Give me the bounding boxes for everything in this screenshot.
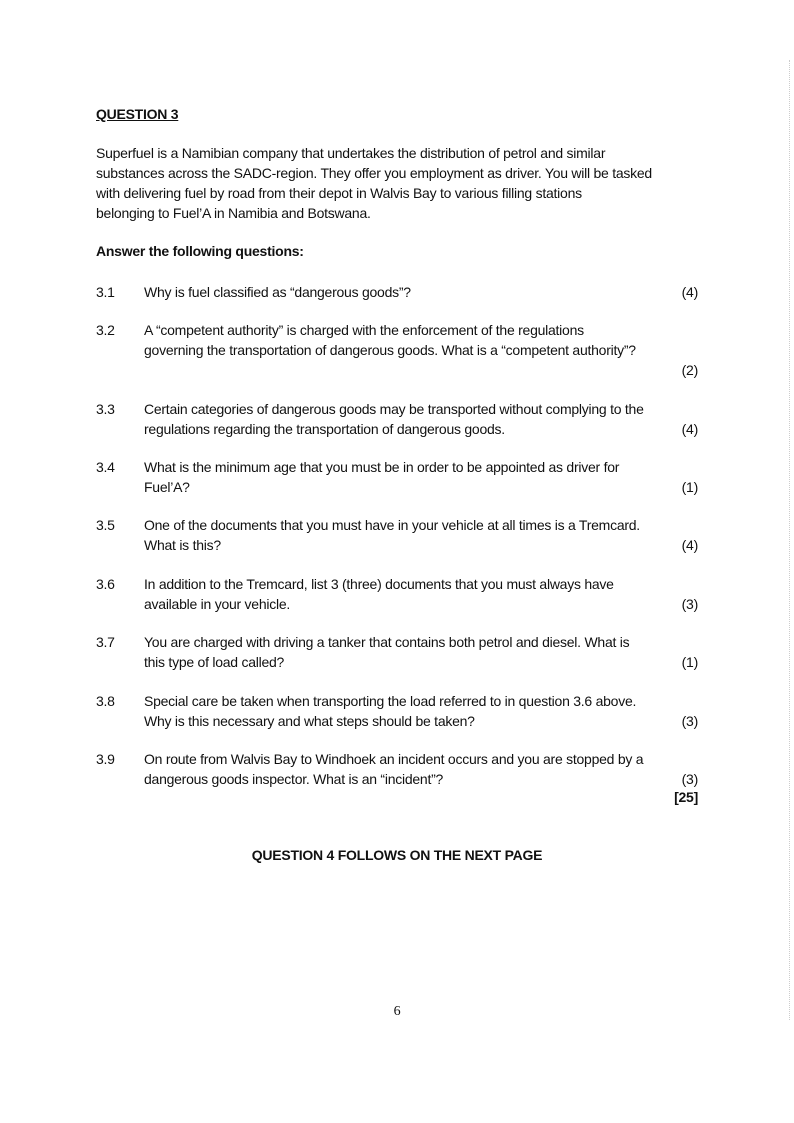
question-marks: (3) [681,596,698,612]
question-item [96,749,698,789]
question-text-line [144,535,698,555]
follows-note: QUESTION 4 FOLLOWS ON THE NEXT PAGE [251,847,543,863]
question-text-line [144,515,698,535]
question-item [96,282,698,302]
question-number: 3.9 [96,751,115,767]
question-number: 3.5 [96,517,115,533]
question-marks: (4) [681,537,698,553]
question-text: You are charged with driving a tanker that contains both petrol and diesel. What is [144,634,630,650]
intro-line: substances across the SADC-region. They offer you employment as driver. You will be tasked [96,165,652,181]
intro-line: with delivering fuel by road from their depot in Walvis Bay to various filling stations [96,185,582,201]
question-number: 3.3 [96,401,115,417]
question-item [96,320,698,380]
question-text-line [144,419,698,439]
intro-paragraph [96,143,706,223]
question-marks: (3) [681,771,698,787]
question-item [96,632,698,672]
question-text-line [144,711,698,731]
question-text: What is this? [144,537,221,553]
question-heading: QUESTION 3 [96,106,179,122]
total-marks: [25] [674,789,698,805]
question-number: 3.1 [96,284,115,300]
question-item [96,515,698,555]
question-marks: (3) [681,713,698,729]
question-text: A “competent authority” is charged with the enforcement of the regulations [144,322,584,338]
question-text: In addition to the Tremcard, list 3 (three) documents that you must always have [144,576,614,592]
question-text: regulations regarding the transportation of dangerous goods. [144,421,505,437]
question-text: governing the transportation of dangerous goods. What is a “competent authority”? [144,342,636,358]
question-text-line [144,749,698,769]
question-text-line [144,457,698,477]
question-text: What is the minimum age that you must be in order to be appointed as driver for [144,459,620,475]
question-text: dangerous goods inspector. What is an “incident”? [144,771,444,787]
question-marks: (4) [681,284,698,300]
question-text: Certain categories of dangerous goods may be transported without complying to the [144,401,644,417]
question-number: 3.4 [96,459,115,475]
question-marks: (1) [681,654,698,670]
question-item [96,399,698,439]
question-text-line [144,691,698,711]
question-text: Why is this necessary and what steps should be taken? [144,713,475,729]
question-text-line [144,574,698,594]
question-text: On route from Walvis Bay to Windhoek an incident occurs and you are stopped by a [144,751,644,767]
question-text-line [144,282,698,302]
intro-line: belonging to Fuel’A in Namibia and Botswana. [96,205,371,221]
page-number: 6 [393,1004,401,1019]
question-text-line [144,340,698,360]
intro-line: Superfuel is a Namibian company that undertakes the distribution of petrol and similar [96,145,606,161]
question-number: 3.2 [96,322,115,338]
question-text-line [144,320,698,340]
question-text: Fuel’A? [144,479,190,495]
question-marks: (1) [681,479,698,495]
scan-edge [788,60,790,1020]
question-text-line [144,652,698,672]
question-number: 3.7 [96,634,115,650]
question-number: 3.6 [96,576,115,592]
question-text: Special care be taken when transporting the load referred to in question 3.6 above. [144,693,637,709]
question-text: One of the documents that you must have in your vehicle at all times is a Tremcard. [144,517,640,533]
question-text-line [144,360,698,380]
question-item [96,574,698,614]
question-item [96,691,698,731]
question-text-line [144,477,698,497]
question-text-line [144,632,698,652]
question-text: this type of load called? [144,654,285,670]
question-text-line [144,769,698,789]
question-text-line [144,594,698,614]
instruction: Answer the following questions: [96,243,304,259]
question-text: Why is fuel classified as “dangerous goods”? [144,284,411,300]
question-item [96,457,698,497]
question-number: 3.8 [96,693,115,709]
question-marks: (2) [681,362,698,378]
question-text-line [144,399,698,419]
question-marks: (4) [681,421,698,437]
question-text: available in your vehicle. [144,596,291,612]
